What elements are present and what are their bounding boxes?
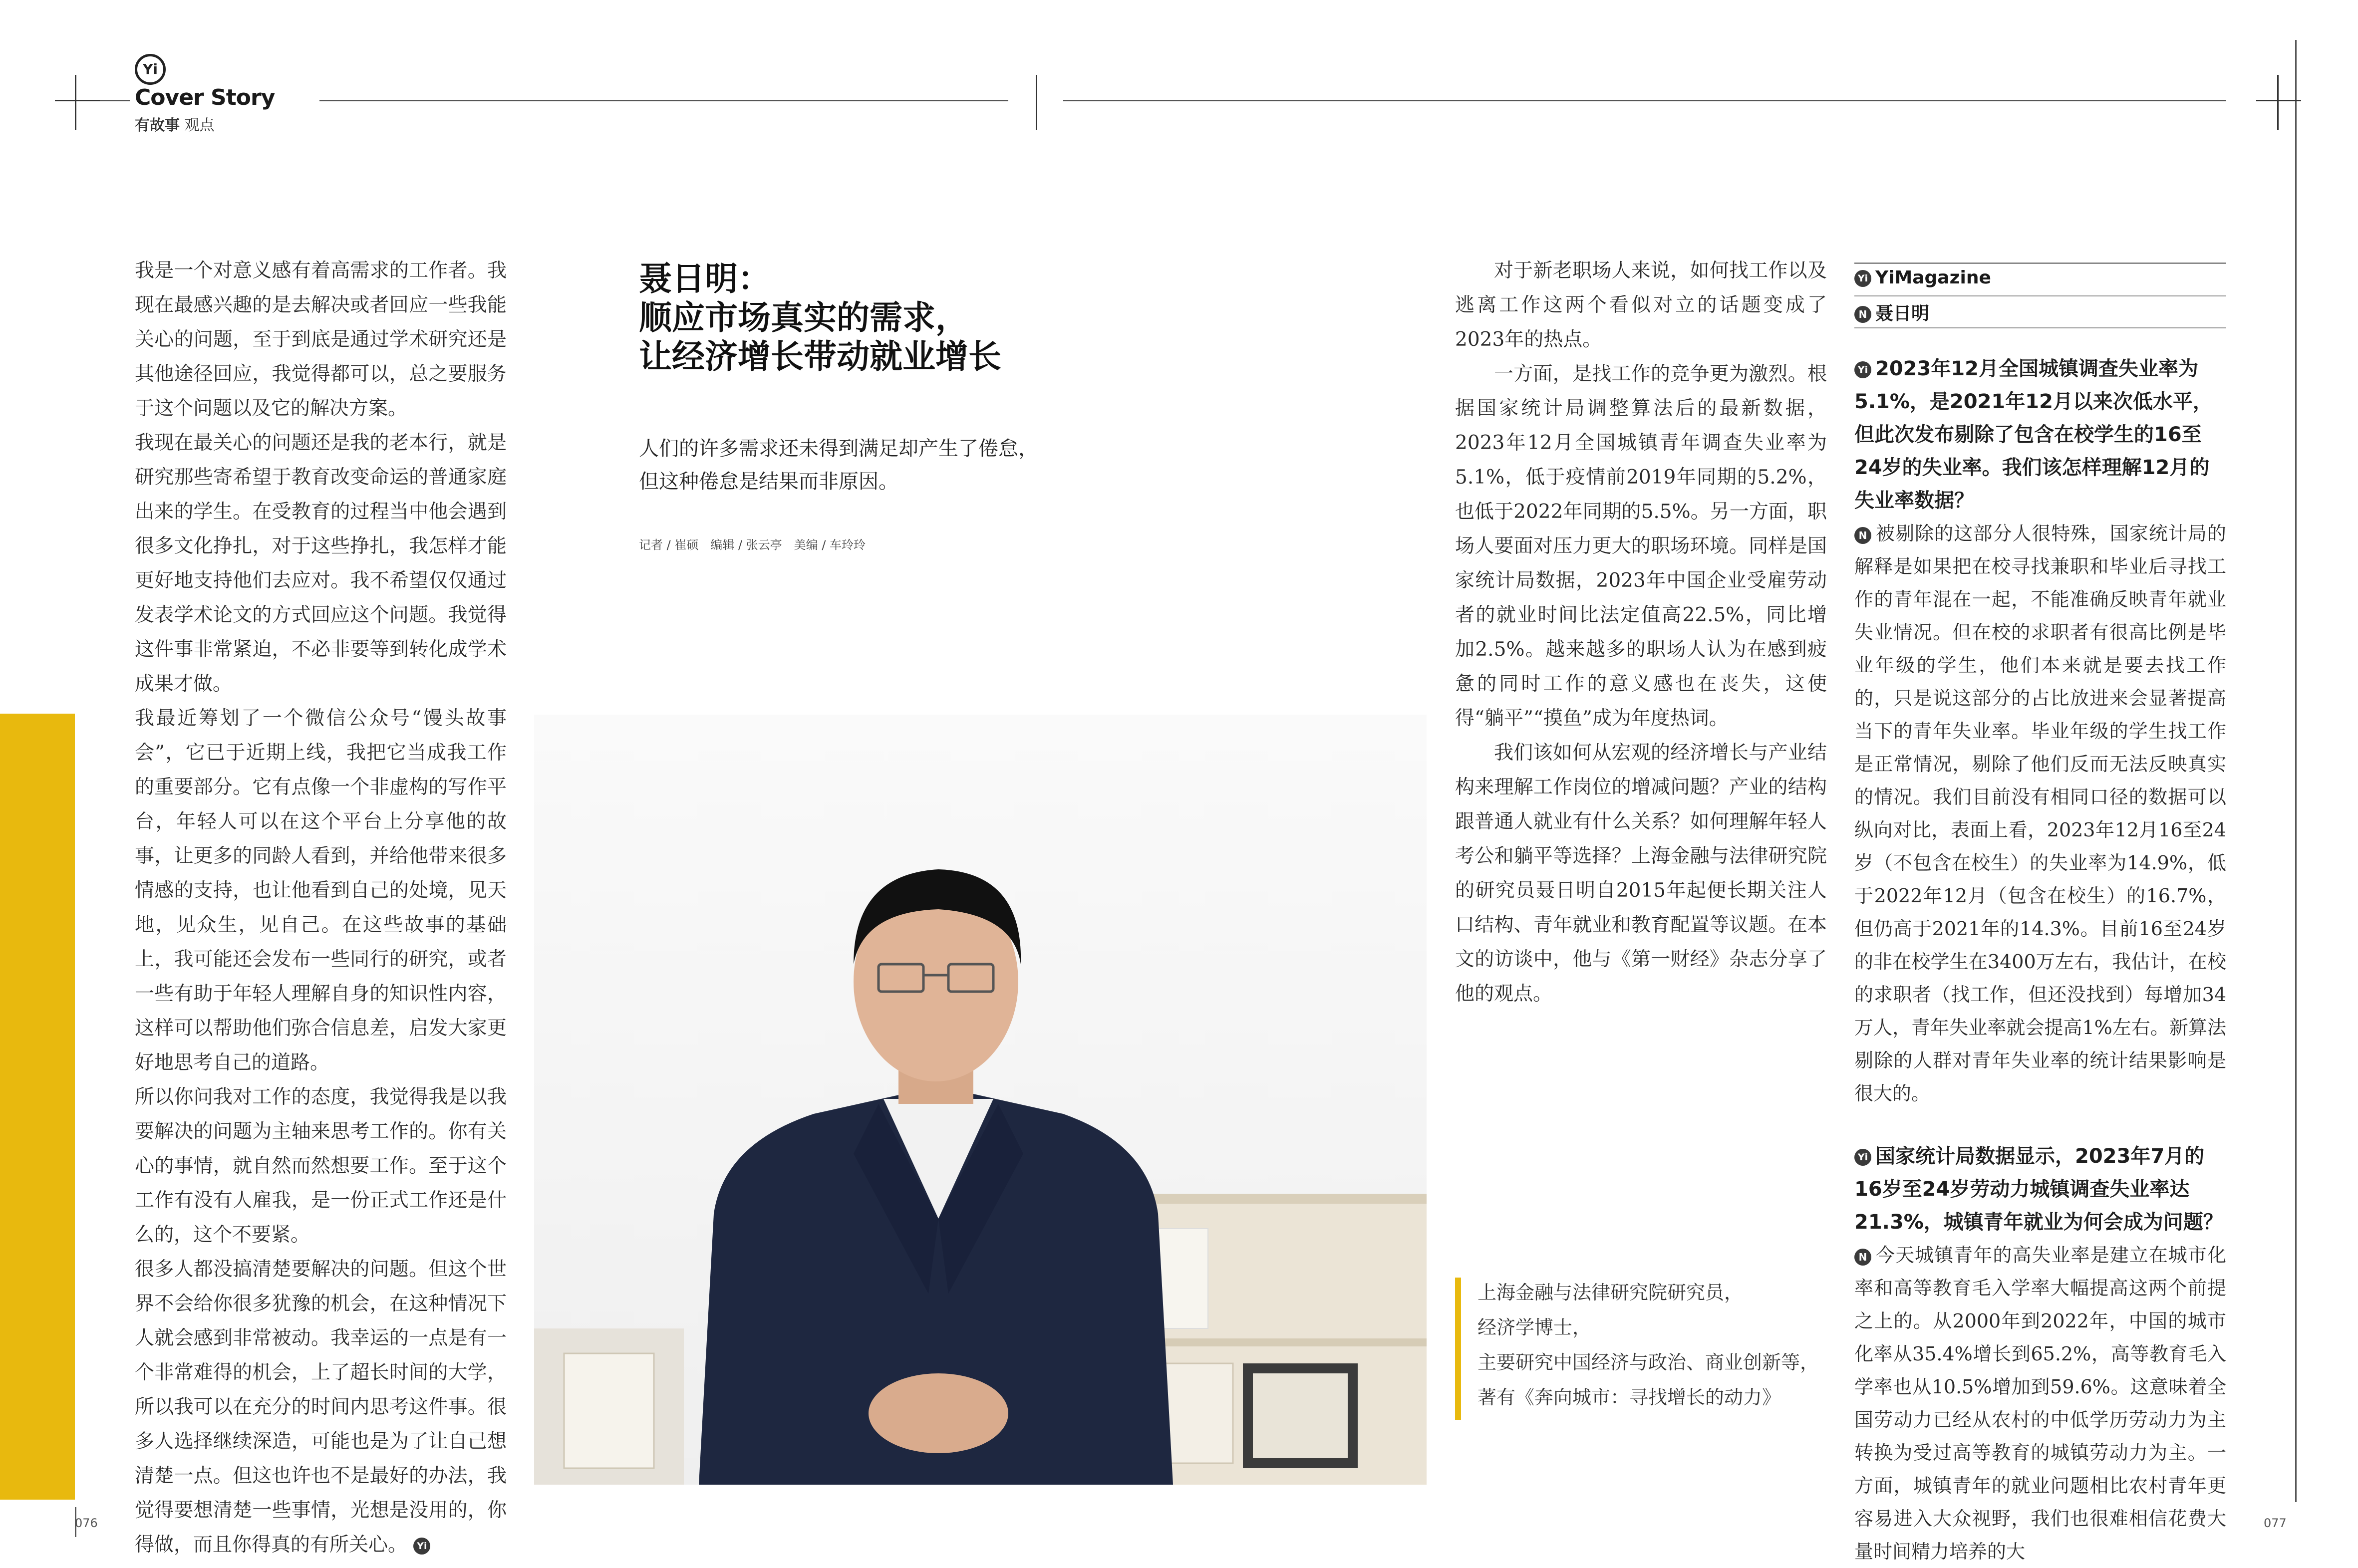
- answer: N 今天城镇青年的高失业率是建立在城市化率和高等教育毛入学率大幅提高这两个前提之上的。从2000年到2022年，中国的城市化率从35.4%增长到65.2%，高等教育毛入学率也从10.5%增加到59.6%。这意味着全国劳动力已经从农村的中低学历劳动力为主转换为受过高等教育的城镇劳动力为主。一方面，城镇青年的就业问题相比农村青年更容易进入大众视野，我们也很难相信花费大量时间精力培养的大: [1854, 1244, 2226, 1563]
- left-paragraph: 我最近筹划了一个微信公众号“馒头故事会”，它已于近期上线，我把它当成我工作的重要部分。它有点像一个非虚构的写作平台，年轻人可以在这个平台上分享他的故事，让更多的同龄人看到，并给他带来很多情感的支持，也让他看到自己的处境，见天地，见众生，见自己。在这些故事的基础上，我可能还会发布一些同行的研究，或者一些有助于年轻人理解自身的知识性内容，这样可以帮助他们弥合信息差，启发大家更好地思考自己的道路。: [135, 707, 507, 1074]
- page-number-right: 077: [2264, 1516, 2287, 1530]
- question: Yi 国家统计局数据显示，2023年7月的16岁至24岁劳动力城镇调查失业率达21.3%，城镇青年就业为何会成为问题？: [1854, 1145, 2223, 1234]
- yi-badge-icon: Yi: [1854, 1149, 1871, 1166]
- title-line: 顺应市场真实的需求，: [639, 298, 968, 337]
- title-line: 让经济增长带动就业增长: [639, 337, 1001, 376]
- article-lede: [639, 432, 1088, 498]
- answer: N 被剔除的这部分人很特殊，国家统计局的解释是如果把在校寻找兼职和毕业后寻找工作的青年混在一起，不能准确反映青年就业失业情况。但在校的求职者有很高比例是毕业年级的学生，他们本来就是要去找工作的，只是说这部分的占比放进来会显著提高当下的青年失业率。毕业年级的学生找工作是正常情况，剔除了他们反而无法反映真实的情况。我们目前没有相同口径的数据可以纵向对比，表面上看，2023年12月16至24岁（不包含在校生）的失业率为14.9%，低于2022年12月（包含在校生）的16.7%，但仍高于2021年的14.3%。目前16至24岁的非在校学生在3400万左右，我估计，在校的求职者（找工作，但还没找到）每增加34万人，青年失业率就会提高1%左右。新算法剔除的人群对青年失业率的统计结果影响是很大的。: [1854, 523, 2226, 1104]
- top-rule-left: [319, 100, 1008, 101]
- article-title: [639, 260, 1068, 376]
- page-number-left: 076: [75, 1516, 98, 1530]
- left-column: [135, 254, 507, 1562]
- photo-caption: [1477, 1275, 1847, 1415]
- top-rule-right: [1063, 100, 2226, 101]
- end-mark-icon: Yi: [413, 1538, 430, 1555]
- portrait-illustration: [534, 715, 1427, 1485]
- yi-badge-icon: Yi: [1854, 270, 1871, 287]
- right-bottom-rule: [1854, 327, 2226, 328]
- right-top-rule: [1854, 262, 2226, 264]
- qa-block: [1854, 352, 2226, 1568]
- n-badge-icon: N: [1854, 527, 1871, 544]
- middle-paragraph: 一方面，是找工作的竞争更为激烈。根据国家统计局调整算法后的最新数据，2023年12月全国城镇青年调查失业率为5.1%，低于疫情前2019年同期的5.2%，也低于2022年同期的5.5%。另一方面，职场人要面对压力更大的职场环境。同样是国家统计局数据，2023年中国企业受雇劳动者的就业时间比法定值高22.5%，同比增加2.5%。越来越多的职场人认为在感到疲惫的同时工作的意义感也在丧失，这使得“躺平”“摸鱼”成为年度热词。: [1455, 363, 1827, 730]
- caption-line: 上海金融与法律研究院研究员，: [1477, 1282, 1744, 1304]
- portrait-photo: [534, 715, 1427, 1485]
- caption-line: 主要研究中国经济与政治、商业创新等，: [1477, 1351, 1819, 1373]
- lede-line: 但这种倦怠是结果而非原因。: [639, 470, 898, 493]
- right-mid-rule: [1854, 295, 2226, 296]
- crop-mark-right-h: [2256, 100, 2301, 101]
- source-label: Yi YiMagazine: [1854, 267, 1991, 288]
- logo-text: Yi: [143, 61, 158, 77]
- crop-mark-center-v: [1036, 75, 1037, 130]
- caption-line: 经济学博士，: [1477, 1316, 1592, 1338]
- left-paragraph: 我现在最关心的问题还是我的老本行，就是研究那些寄希望于教育改变命运的普通家庭出来的学生。在受教育的过程当中他会遇到很多文化挣扎，对于这些挣扎，我怎样才能更好地支持他们去应对。我不希望仅仅通过发表学术论文的方式回应这个问题。我觉得这件事非常紧迫，不必非要等到转化成学术成果才做。: [135, 432, 507, 695]
- question: Yi 2023年12月全国城镇调查失业率为5.1%，是2021年12月以来次低水平，但此次发布剔除了包含在校学生的16至24岁的失业率。我们该怎样理解12月的失业率数据？: [1854, 357, 2213, 512]
- crop-mark-left-v: [75, 75, 76, 130]
- crop-mark-left-h: [55, 100, 100, 101]
- left-paragraph: 我是一个对意义感有着高需求的工作者。我现在最感兴趣的是去解决或者回应一些我能关心的问题，至于到底是通过学术研究还是其他途径回应，我觉得都可以，总之要服务于这个问题以及它的解决方案。: [135, 260, 507, 420]
- caption-line: 著有《奔向城市：寻找增长的动力》: [1477, 1386, 1781, 1408]
- lede-line: 人们的许多需求还未得到满足却产生了倦怠，: [639, 437, 1038, 460]
- right-vertical-rule: [2295, 40, 2297, 1502]
- header-logo: [135, 54, 166, 85]
- accent-yellow-bar: [0, 714, 75, 1500]
- interviewee-label: N 聂日明: [1854, 299, 1929, 325]
- n-badge-icon: N: [1854, 306, 1871, 323]
- middle-paragraph: 我们该如何从宏观的经济增长与产业结构来理解工作岗位的增减问题？产业的结构跟普通人就业有什么关系？如何理解年轻人考公和躺平等选择？上海金融与法律研究院的研究员聂日明自2015年起便长期关注人口结构、青年就业和教育配置等议题。在本文的访谈中，他与《第一财经》杂志分享了他的观点。: [1455, 742, 1827, 1005]
- n-badge-icon: N: [1854, 1249, 1871, 1266]
- caption-bar: [1455, 1278, 1461, 1420]
- title-line: 聂日明：: [639, 260, 771, 298]
- middle-paragraph: 对于新老职场人来说，如何找工作以及逃离工作这两个看似对立的话题变成了2023年的热点。: [1455, 260, 1827, 351]
- middle-column: [1455, 254, 1827, 1011]
- section-title: Cover Story: [135, 85, 275, 110]
- section-sub-light: 观点: [184, 117, 215, 134]
- left-paragraph: 很多人都没搞清楚要解决的问题。但这个世界不会给你很多犹豫的机会，在这种情况下人就会感到非常被动。我幸运的一点是有一个非常难得的机会，上了超长时间的大学，所以我可以在充分的时间内思考这件事。很多人选择继续深造，可能也是为了让自己想清楚一点。但这也许也不是最好的办法，我觉得要想清楚一些事情，光想是没用的，你得做，而且你得真的有所关心。 Yi: [135, 1258, 507, 1556]
- section-sub-bold: 有故事: [135, 117, 180, 134]
- article-credits: 记者 / 崔硕 编辑 / 张云亭 美编 / 车玲玲: [639, 538, 866, 552]
- section-subtitle: [135, 113, 215, 135]
- crop-mark-right-v: [2277, 75, 2279, 130]
- left-paragraph: 所以你问我对工作的态度，我觉得我是以我要解决的问题为主轴来思考工作的。你有关心的事情，就自然而然想要工作。至于这个工作有没有人雇我，是一份正式工作还是什么的，这个不要紧。: [135, 1086, 507, 1246]
- yi-badge-icon: Yi: [1854, 361, 1871, 378]
